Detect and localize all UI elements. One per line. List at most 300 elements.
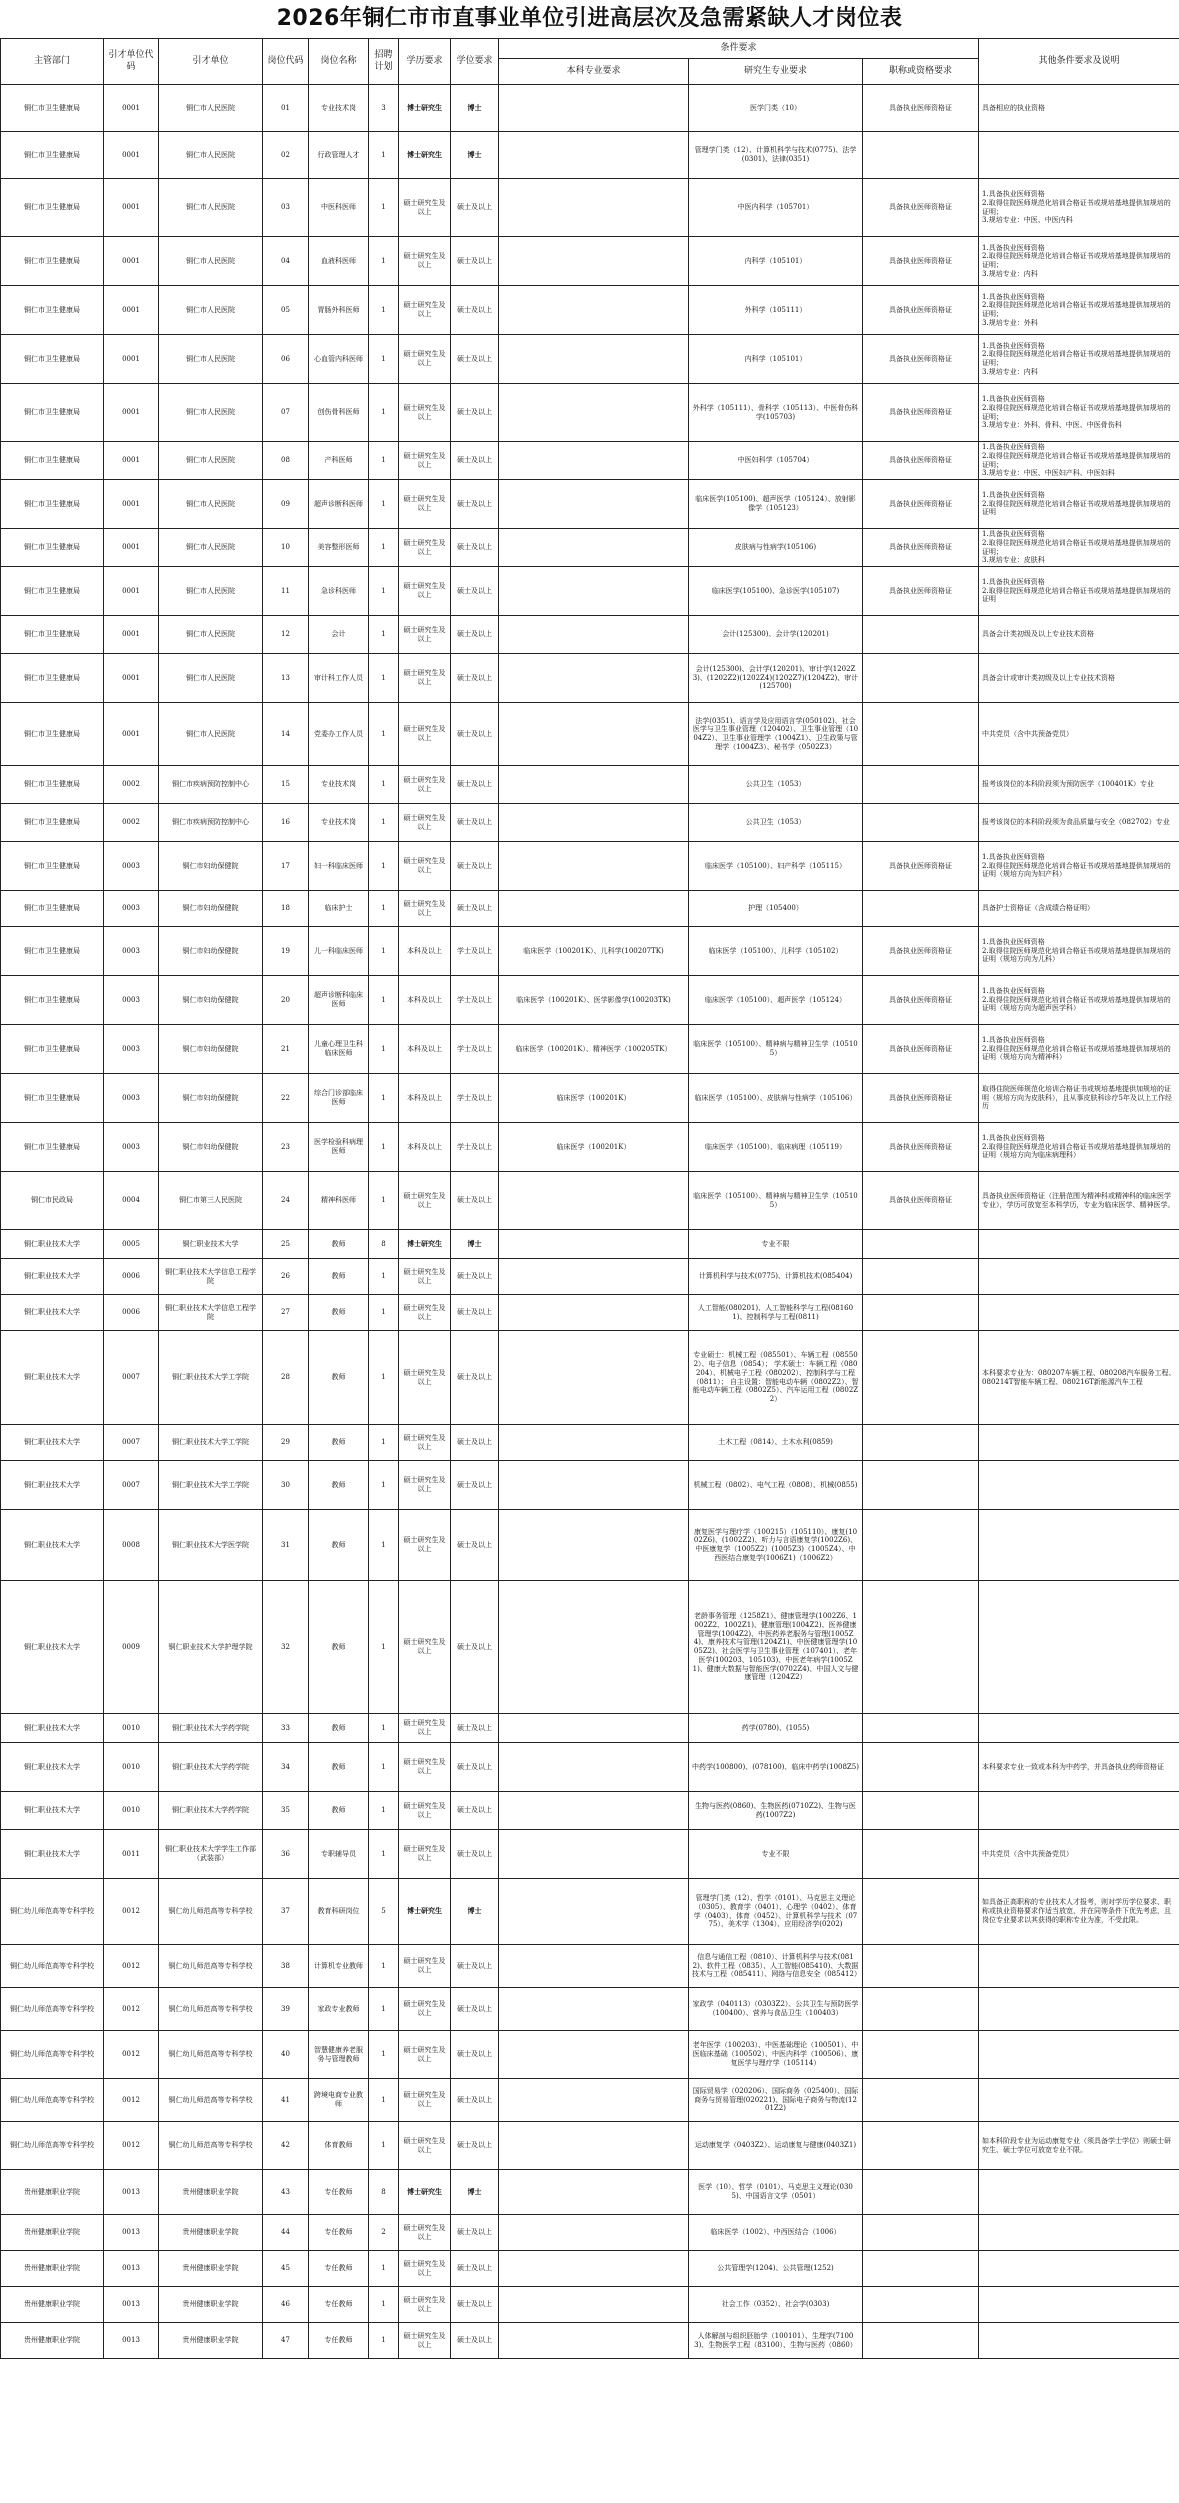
cell-unit-code: 0002 <box>104 804 159 842</box>
cell-unit: 铜仁市人民医院 <box>159 442 263 480</box>
cell-cert <box>863 654 979 703</box>
table-row <box>1 1792 1179 1830</box>
cell-post-code: 16 <box>263 804 309 842</box>
cell-cert: 具备执业医师资格证 <box>863 1074 979 1123</box>
cell-edu: 硕士研究生及以上 <box>399 567 451 616</box>
cell-grad: 管理学门类（12）、哲学（0101）、马克思主义理论（0305）、教育学（0401）、心理学（0402）、体育学（0403）、体育（0452）、计算机科学与技术（0775）、美术学（1304）、应用经济学(0202) <box>689 1879 863 1945</box>
cell-cert: 具备执业医师资格证 <box>863 529 979 567</box>
cell-other <box>979 2251 1179 2287</box>
cell-other <box>979 1792 1179 1830</box>
cell-edu: 硕士研究生及以上 <box>399 1581 451 1714</box>
header-cert: 职称或资格要求 <box>863 59 979 85</box>
cell-other: 本科要求专业一致或本科为中药学，并具备执业药师资格证 <box>979 1743 1179 1792</box>
cell-unit-code: 0001 <box>104 85 159 132</box>
cell-post-code: 46 <box>263 2287 309 2323</box>
cell-edu: 硕士研究生及以上 <box>399 1172 451 1230</box>
header-degree: 学位要求 <box>451 39 499 85</box>
cell-post-name: 产科医师 <box>309 442 369 480</box>
cell-undergrad <box>499 132 689 179</box>
cell-post-name: 血液科医师 <box>309 237 369 286</box>
cell-cert: 具备执业医师资格证 <box>863 179 979 237</box>
cell-post-code: 37 <box>263 1879 309 1945</box>
cell-grad: 土木工程（0814）、土木水利(0859) <box>689 1425 863 1461</box>
cell-post-code: 30 <box>263 1461 309 1510</box>
cell-post-code: 27 <box>263 1295 309 1331</box>
cell-plan: 1 <box>369 480 399 529</box>
cell-undergrad <box>499 1510 689 1581</box>
cell-post-code: 03 <box>263 179 309 237</box>
table-row <box>1 384 1179 442</box>
cell-dept: 铜仁幼儿师范高等专科学校 <box>1 2031 104 2079</box>
cell-plan: 1 <box>369 1510 399 1581</box>
table-row <box>1 1295 1179 1331</box>
cell-edu: 博士研究生 <box>399 85 451 132</box>
cell-edu: 硕士研究生及以上 <box>399 1743 451 1792</box>
cell-edu: 硕士研究生及以上 <box>399 654 451 703</box>
cell-edu: 硕士研究生及以上 <box>399 529 451 567</box>
cell-cert: 具备执业医师资格证 <box>863 842 979 891</box>
cell-unit: 铜仁幼儿师范高等专科学校 <box>159 2122 263 2170</box>
cell-grad: 临床医学（105100）、精神病与精神卫生学（105105） <box>689 1025 863 1074</box>
cell-grad: 人工智能(080201)、人工智能科学与工程(081601)、控制科学与工程(0811) <box>689 1295 863 1331</box>
cell-unit: 铜仁市人民医院 <box>159 616 263 654</box>
cell-degree: 硕士及以上 <box>451 842 499 891</box>
cell-undergrad <box>499 1743 689 1792</box>
cell-post-name: 教师 <box>309 1581 369 1714</box>
cell-dept: 铜仁职业技术大学 <box>1 1230 104 1259</box>
cell-edu: 博士研究生 <box>399 1230 451 1259</box>
table-row <box>1 2287 1179 2323</box>
cell-undergrad <box>499 2122 689 2170</box>
cell-edu: 硕士研究生及以上 <box>399 2079 451 2122</box>
cell-other <box>979 2215 1179 2251</box>
cell-unit: 铜仁幼儿师范高等专科学校 <box>159 2031 263 2079</box>
table-row <box>1 1259 1179 1295</box>
table-row <box>1 891 1179 927</box>
cell-unit: 铜仁市妇幼保健院 <box>159 976 263 1025</box>
cell-post-code: 02 <box>263 132 309 179</box>
cell-unit-code: 0013 <box>104 2251 159 2287</box>
cell-unit-code: 0012 <box>104 2079 159 2122</box>
cell-dept: 铜仁市卫生健康局 <box>1 927 104 976</box>
cell-degree: 硕士及以上 <box>451 1510 499 1581</box>
header-other: 其他条件要求及说明 <box>979 39 1179 85</box>
cell-undergrad <box>499 891 689 927</box>
cell-grad: 社会工作（0352）、社会学(0303) <box>689 2287 863 2323</box>
cell-undergrad <box>499 2079 689 2122</box>
cell-undergrad <box>499 1230 689 1259</box>
cell-post-name: 教师 <box>309 1331 369 1425</box>
cell-undergrad <box>499 1945 689 1988</box>
cell-dept: 铜仁市卫生健康局 <box>1 1025 104 1074</box>
cell-cert <box>863 1510 979 1581</box>
table-row <box>1 1581 1179 1714</box>
cell-post-name: 会计 <box>309 616 369 654</box>
table-row <box>1 1074 1179 1123</box>
cell-cert: 具备执业医师资格证 <box>863 1025 979 1074</box>
cell-unit: 铜仁职业技术大学学生工作部（武装部） <box>159 1830 263 1879</box>
cell-dept: 贵州健康职业学院 <box>1 2170 104 2215</box>
cell-post-code: 42 <box>263 2122 309 2170</box>
cell-undergrad: 临床医学（100201K） <box>499 1074 689 1123</box>
table-row <box>1 1879 1179 1945</box>
cell-post-code: 10 <box>263 529 309 567</box>
cell-cert: 具备执业医师资格证 <box>863 442 979 480</box>
cell-cert: 具备执业医师资格证 <box>863 335 979 384</box>
cell-post-name: 临床护士 <box>309 891 369 927</box>
table-row <box>1 2215 1179 2251</box>
cell-plan: 1 <box>369 1988 399 2031</box>
cell-undergrad <box>499 1461 689 1510</box>
cell-other: 1.具备执业医师资格 2.取得住院医师规范化培训合格证书或规培基地提供加规培的证明； 3.规培专业：内科 <box>979 335 1179 384</box>
cell-post-name: 急诊科医师 <box>309 567 369 616</box>
cell-other <box>979 2031 1179 2079</box>
cell-undergrad <box>499 1879 689 1945</box>
cell-other: 1.具备执业医师资格 2.取得住院医师规范化培训合格证书或规培基地提供加规培的证明； 3.规培专业：皮肤科 <box>979 529 1179 567</box>
cell-other: 1.具备执业医师资格 2.取得住院医师规范化培训合格证书或规培基地提供加规培的证明（规培方向为超声医学科） <box>979 976 1179 1025</box>
cell-unit-code: 0012 <box>104 2122 159 2170</box>
cell-unit: 铜仁职业技术大学药学院 <box>159 1792 263 1830</box>
cell-unit-code: 0003 <box>104 842 159 891</box>
cell-other: 中共党员（含中共预备党员） <box>979 703 1179 766</box>
cell-plan: 1 <box>369 237 399 286</box>
cell-post-name: 精神科医师 <box>309 1172 369 1230</box>
cell-cert <box>863 766 979 804</box>
cell-unit: 铜仁市人民医院 <box>159 654 263 703</box>
cell-edu: 硕士研究生及以上 <box>399 286 451 335</box>
cell-grad: 公共卫生（1053） <box>689 766 863 804</box>
header-conditions: 条件要求 <box>499 39 979 59</box>
cell-post-code: 20 <box>263 976 309 1025</box>
cell-post-name: 教师 <box>309 1461 369 1510</box>
cell-grad: 人体解剖与组织胚胎学（100101）、生理学(71003)、生物医学工程（83100）、生物与医药（0860） <box>689 2323 863 2359</box>
cell-grad: 临床医学（105100）、精神病与精神卫生学（105105） <box>689 1172 863 1230</box>
cell-undergrad <box>499 766 689 804</box>
cell-plan: 1 <box>369 1461 399 1510</box>
cell-unit-code: 0001 <box>104 237 159 286</box>
cell-post-name: 教师 <box>309 1295 369 1331</box>
cell-dept: 铜仁幼儿师范高等专科学校 <box>1 2122 104 2170</box>
cell-cert <box>863 2122 979 2170</box>
cell-dept: 铜仁市卫生健康局 <box>1 335 104 384</box>
cell-dept: 铜仁市卫生健康局 <box>1 766 104 804</box>
cell-degree: 博士 <box>451 85 499 132</box>
table-row <box>1 1123 1179 1172</box>
cell-plan: 1 <box>369 1792 399 1830</box>
cell-other <box>979 1714 1179 1743</box>
cell-unit-code: 0012 <box>104 1945 159 1988</box>
cell-dept: 铜仁职业技术大学 <box>1 1461 104 1510</box>
cell-grad: 康复医学与理疗学（100215）（105110）、康复(1002Z6)、(1002Z2)、听力与言语康复学(1002Z6)、中医康复学（1005Z2）(1005Z3)（1005Z4）、中西医结合康复学(1006Z1)（1006Z2） <box>689 1510 863 1581</box>
cell-cert <box>863 891 979 927</box>
cell-post-code: 36 <box>263 1830 309 1879</box>
header-post-code: 岗位代码 <box>263 39 309 85</box>
cell-edu: 硕士研究生及以上 <box>399 2031 451 2079</box>
cell-unit: 贵州健康职业学院 <box>159 2287 263 2323</box>
cell-post-code: 18 <box>263 891 309 927</box>
cell-edu: 硕士研究生及以上 <box>399 1425 451 1461</box>
table-row <box>1 2170 1179 2215</box>
cell-undergrad <box>499 179 689 237</box>
cell-grad: 会计(125300)、会计学(120201) <box>689 616 863 654</box>
cell-unit: 铜仁幼儿师范高等专科学校 <box>159 1945 263 1988</box>
cell-plan: 1 <box>369 1714 399 1743</box>
table-row <box>1 1743 1179 1792</box>
cell-dept: 铜仁市卫生健康局 <box>1 286 104 335</box>
cell-edu: 本科及以上 <box>399 1025 451 1074</box>
cell-other: 1.具备执业医师资格 2.取得住院医师规范化培训合格证书或规培基地提供加规培的证明； 3.规培专业：中医、中医内科 <box>979 179 1179 237</box>
cell-unit-code: 0003 <box>104 1025 159 1074</box>
cell-grad: 临床医学（105100）、儿科学（105102） <box>689 927 863 976</box>
cell-unit: 铜仁市妇幼保健院 <box>159 1025 263 1074</box>
cell-edu: 博士研究生 <box>399 1879 451 1945</box>
cell-other <box>979 2287 1179 2323</box>
cell-plan: 1 <box>369 1581 399 1714</box>
cell-post-name: 专任教师 <box>309 2251 369 2287</box>
cell-post-code: 32 <box>263 1581 309 1714</box>
cell-other <box>979 2079 1179 2122</box>
cell-grad: 内科学（105101） <box>689 237 863 286</box>
cell-edu: 硕士研究生及以上 <box>399 1792 451 1830</box>
cell-cert <box>863 2079 979 2122</box>
cell-plan: 1 <box>369 1025 399 1074</box>
cell-post-name: 专任教师 <box>309 2323 369 2359</box>
cell-plan: 1 <box>369 179 399 237</box>
cell-unit-code: 0007 <box>104 1425 159 1461</box>
cell-cert: 具备执业医师资格证 <box>863 1172 979 1230</box>
cell-degree: 硕士及以上 <box>451 529 499 567</box>
cell-undergrad <box>499 804 689 842</box>
cell-post-name: 智慧健康养老服务与管理教师 <box>309 2031 369 2079</box>
cell-plan: 1 <box>369 1743 399 1792</box>
cell-post-code: 05 <box>263 286 309 335</box>
cell-post-name: 美容整形医师 <box>309 529 369 567</box>
cell-degree: 博士 <box>451 132 499 179</box>
cell-post-name: 教师 <box>309 1510 369 1581</box>
cell-unit-code: 0001 <box>104 442 159 480</box>
cell-unit: 铜仁市人民医院 <box>159 132 263 179</box>
cell-post-name: 医学检验科病理医师 <box>309 1123 369 1172</box>
cell-post-code: 43 <box>263 2170 309 2215</box>
cell-unit-code: 0001 <box>104 132 159 179</box>
cell-unit-code: 0003 <box>104 1074 159 1123</box>
cell-dept: 铜仁市卫生健康局 <box>1 842 104 891</box>
cell-unit: 铜仁市人民医院 <box>159 335 263 384</box>
cell-dept: 铜仁市卫生健康局 <box>1 804 104 842</box>
cell-degree: 硕士及以上 <box>451 703 499 766</box>
cell-unit-code: 0013 <box>104 2170 159 2215</box>
table-row <box>1 179 1179 237</box>
table-row <box>1 1425 1179 1461</box>
cell-post-name: 创伤骨科医师 <box>309 384 369 442</box>
cell-unit-code: 0011 <box>104 1830 159 1879</box>
cell-other: 报考该岗位的本科阶段须为食品质量与安全（082702）专业 <box>979 804 1179 842</box>
cell-plan: 1 <box>369 335 399 384</box>
cell-grad: 皮肤病与性病学(105106) <box>689 529 863 567</box>
cell-post-code: 39 <box>263 1988 309 2031</box>
cell-post-code: 25 <box>263 1230 309 1259</box>
cell-post-code: 26 <box>263 1259 309 1295</box>
cell-unit: 铜仁市第三人民医院 <box>159 1172 263 1230</box>
cell-other <box>979 1295 1179 1331</box>
cell-unit-code: 0007 <box>104 1331 159 1425</box>
cell-cert <box>863 1792 979 1830</box>
cell-post-name: 行政管理人才 <box>309 132 369 179</box>
cell-edu: 博士研究生 <box>399 132 451 179</box>
cell-post-name: 专业技术岗 <box>309 766 369 804</box>
cell-grad: 计算机科学与技术(0775)、计算机技术(085404) <box>689 1259 863 1295</box>
cell-degree: 学士及以上 <box>451 976 499 1025</box>
cell-post-code: 07 <box>263 384 309 442</box>
cell-edu: 硕士研究生及以上 <box>399 1714 451 1743</box>
cell-degree: 学士及以上 <box>451 1025 499 1074</box>
cell-dept: 铜仁市民政局 <box>1 1172 104 1230</box>
cell-unit: 铜仁市妇幼保健院 <box>159 842 263 891</box>
cell-unit-code: 0002 <box>104 766 159 804</box>
table-row <box>1 1172 1179 1230</box>
cell-dept: 铜仁市卫生健康局 <box>1 654 104 703</box>
table-row <box>1 1461 1179 1510</box>
table-row <box>1 2079 1179 2122</box>
cell-unit-code: 0004 <box>104 1172 159 1230</box>
cell-dept: 贵州健康职业学院 <box>1 2215 104 2251</box>
table-row <box>1 567 1179 616</box>
cell-dept: 铜仁职业技术大学 <box>1 1259 104 1295</box>
cell-dept: 铜仁市卫生健康局 <box>1 567 104 616</box>
cell-unit: 铜仁市妇幼保健院 <box>159 927 263 976</box>
cell-edu: 硕士研究生及以上 <box>399 179 451 237</box>
cell-unit: 铜仁市妇幼保健院 <box>159 1123 263 1172</box>
cell-unit: 铜仁市人民医院 <box>159 179 263 237</box>
cell-post-name: 教师 <box>309 1714 369 1743</box>
cell-cert: 具备执业医师资格证 <box>863 286 979 335</box>
header-plan: 招聘计划 <box>369 39 399 85</box>
cell-edu: 硕士研究生及以上 <box>399 480 451 529</box>
cell-post-name: 教育科研岗位 <box>309 1879 369 1945</box>
cell-undergrad <box>499 1331 689 1425</box>
cell-post-code: 21 <box>263 1025 309 1074</box>
cell-post-code: 34 <box>263 1743 309 1792</box>
cell-unit: 铜仁职业技术大学工学院 <box>159 1461 263 1510</box>
cell-edu: 硕士研究生及以上 <box>399 2287 451 2323</box>
cell-unit: 铜仁市人民医院 <box>159 567 263 616</box>
cell-unit: 铜仁职业技术大学医学院 <box>159 1510 263 1581</box>
cell-post-code: 28 <box>263 1331 309 1425</box>
cell-plan: 1 <box>369 1123 399 1172</box>
cell-grad: 中医内科学（105701） <box>689 179 863 237</box>
cell-cert <box>863 1714 979 1743</box>
cell-post-code: 47 <box>263 2323 309 2359</box>
cell-edu: 硕士研究生及以上 <box>399 237 451 286</box>
cell-plan: 2 <box>369 2215 399 2251</box>
cell-cert <box>863 804 979 842</box>
cell-unit-code: 0003 <box>104 976 159 1025</box>
cell-grad: 生物与医药(0860)、生物医药(0710Z2)、生物与医药(1007Z2) <box>689 1792 863 1830</box>
cell-undergrad <box>499 286 689 335</box>
cell-other: 1.具备执业医师资格 2.取得住院医师规范化培训合格证书或规培基地提供加规培的证明（规培方向为儿科） <box>979 927 1179 976</box>
cell-plan: 1 <box>369 529 399 567</box>
cell-post-name: 教师 <box>309 1743 369 1792</box>
cell-degree: 硕士及以上 <box>451 2122 499 2170</box>
cell-post-code: 13 <box>263 654 309 703</box>
cell-post-code: 44 <box>263 2215 309 2251</box>
cell-unit-code: 0012 <box>104 1879 159 1945</box>
table-body <box>1 85 1179 2359</box>
cell-degree: 硕士及以上 <box>451 335 499 384</box>
cell-post-code: 22 <box>263 1074 309 1123</box>
table-row <box>1 2031 1179 2079</box>
cell-grad: 法学(0351)、语言学及应用语言学(050102)、社会医学与卫生事业管理（120402）、卫生事业管理（1004Z2）、卫生事业管理学（1004Z1）、卫生政策与管理学（1004Z3）、秘书学（0502Z3） <box>689 703 863 766</box>
cell-cert <box>863 2287 979 2323</box>
cell-plan: 1 <box>369 891 399 927</box>
cell-other: 1.具备执业医师资格 2.取得住院医师规范化培训合格证书或规培基地提供加规培的证明 <box>979 567 1179 616</box>
cell-other: 报考该岗位的本科阶段须为预防医学（100401K）专业 <box>979 766 1179 804</box>
cell-unit-code: 0001 <box>104 384 159 442</box>
table-row <box>1 654 1179 703</box>
cell-plan: 1 <box>369 1425 399 1461</box>
cell-grad: 医学门类（10） <box>689 85 863 132</box>
cell-grad: 外科学（105111）、骨科学（105113）、中医骨伤科学(105703) <box>689 384 863 442</box>
cell-degree: 硕士及以上 <box>451 804 499 842</box>
cell-unit: 铜仁市妇幼保健院 <box>159 1074 263 1123</box>
cell-unit-code: 0005 <box>104 1230 159 1259</box>
cell-degree: 硕士及以上 <box>451 1988 499 2031</box>
cell-other <box>979 2170 1179 2215</box>
table-row <box>1 804 1179 842</box>
cell-unit-code: 0013 <box>104 2215 159 2251</box>
cell-undergrad <box>499 335 689 384</box>
cell-undergrad <box>499 529 689 567</box>
cell-unit: 铜仁职业技术大学工学院 <box>159 1425 263 1461</box>
table-row <box>1 1830 1179 1879</box>
cell-unit-code: 0001 <box>104 529 159 567</box>
cell-grad: 会计(125300)、会计学(120201)、审计学(1202Z3)、(1202Z2)(1202Z4)(1202Z7)(1204Z2)、审计(125700) <box>689 654 863 703</box>
cell-unit-code: 0001 <box>104 480 159 529</box>
cell-degree: 硕士及以上 <box>451 1461 499 1510</box>
cell-dept: 铜仁市卫生健康局 <box>1 703 104 766</box>
cell-edu: 硕士研究生及以上 <box>399 2251 451 2287</box>
cell-dept: 铜仁幼儿师范高等专科学校 <box>1 2079 104 2122</box>
cell-cert <box>863 1581 979 1714</box>
cell-unit: 铜仁市人民医院 <box>159 480 263 529</box>
cell-unit: 铜仁幼儿师范高等专科学校 <box>159 1879 263 1945</box>
header-unit-code: 引才单位代码 <box>104 39 159 85</box>
cell-plan: 1 <box>369 654 399 703</box>
cell-degree: 硕士及以上 <box>451 384 499 442</box>
cell-unit: 铜仁职业技术大学药学院 <box>159 1714 263 1743</box>
cell-dept: 铜仁职业技术大学 <box>1 1331 104 1425</box>
cell-degree: 硕士及以上 <box>451 1425 499 1461</box>
cell-dept: 铜仁市卫生健康局 <box>1 237 104 286</box>
cell-degree: 硕士及以上 <box>451 1792 499 1830</box>
cell-plan: 1 <box>369 1945 399 1988</box>
cell-post-name: 跨境电商专业教师 <box>309 2079 369 2122</box>
cell-undergrad <box>499 2251 689 2287</box>
cell-edu: 硕士研究生及以上 <box>399 1295 451 1331</box>
cell-dept: 铜仁幼儿师范高等专科学校 <box>1 1988 104 2031</box>
cell-dept: 铜仁市卫生健康局 <box>1 132 104 179</box>
cell-degree: 硕士及以上 <box>451 2287 499 2323</box>
cell-unit-code: 0007 <box>104 1461 159 1510</box>
cell-edu: 硕士研究生及以上 <box>399 1259 451 1295</box>
cell-other: 具备会计类初级及以上专业技术资格 <box>979 616 1179 654</box>
cell-cert <box>863 2323 979 2359</box>
cell-unit-code: 0003 <box>104 891 159 927</box>
cell-unit-code: 0001 <box>104 335 159 384</box>
cell-post-code: 06 <box>263 335 309 384</box>
cell-unit: 铜仁职业技术大学护理学院 <box>159 1581 263 1714</box>
cell-undergrad <box>499 1792 689 1830</box>
